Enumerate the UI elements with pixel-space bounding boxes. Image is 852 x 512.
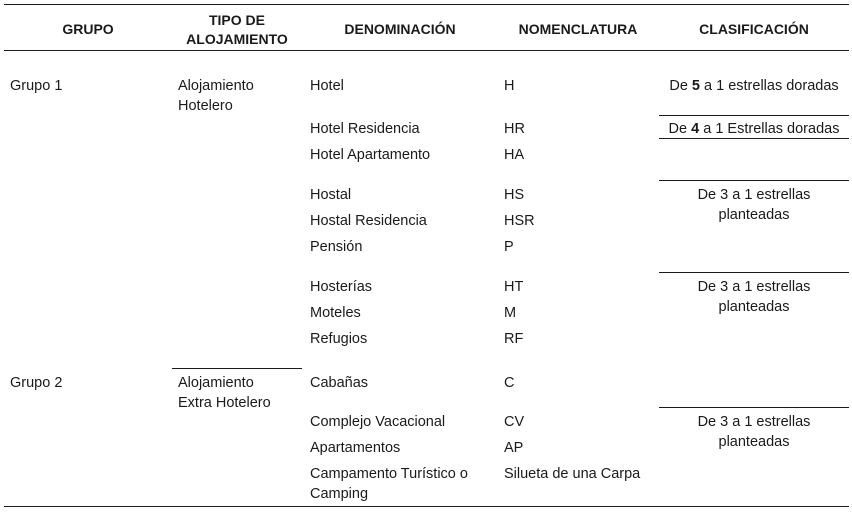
- clasificacion-4-line1: De 3 a 1 estrellas: [697, 279, 811, 295]
- row-nomenclatura: HSR: [504, 213, 535, 229]
- row-nomenclatura: HR: [504, 121, 525, 137]
- row-nomenclatura: HT: [504, 279, 524, 295]
- header-grupo: GRUPO: [62, 21, 114, 37]
- tipo-1-line1: Alojamiento: [178, 78, 254, 94]
- row-nomenclatura: AP: [504, 440, 524, 456]
- row-denominacion: Hosterías: [310, 279, 373, 295]
- row-denominacion-line2: Camping: [310, 486, 369, 502]
- group-1-label: Grupo 1: [10, 78, 63, 94]
- row-nomenclatura: H: [504, 78, 515, 94]
- row-denominacion: Moteles: [310, 305, 361, 321]
- header-nomenclatura: NOMENCLATURA: [518, 21, 638, 37]
- bottom-rule: [4, 506, 849, 507]
- clasificacion-rule: [659, 407, 849, 408]
- header-tipo-line2: ALOJAMIENTO: [186, 31, 288, 47]
- row-nomenclatura: C: [504, 375, 515, 391]
- header-tipo-line1: TIPO DE: [208, 12, 265, 28]
- row-denominacion: Pensión: [310, 239, 363, 255]
- row-denominacion: Hotel Apartamento: [310, 147, 431, 163]
- clasificacion-rule: [659, 180, 849, 181]
- row-nomenclatura: HS: [504, 187, 525, 203]
- tipo-2-line2: Extra Hotelero: [178, 395, 271, 411]
- top-rule: [4, 4, 849, 5]
- row-nomenclatura: Silueta de una Carpa: [504, 466, 641, 482]
- header-rule: [4, 50, 849, 51]
- row-nomenclatura: CV: [504, 414, 525, 430]
- row-denominacion: Hotel Residencia: [310, 121, 420, 137]
- row-denominacion: Complejo Vacacional: [310, 414, 446, 430]
- clasificacion-1: De 5 a 1 estrellas doradas: [669, 78, 839, 94]
- clasificacion-4-line2: planteadas: [718, 299, 790, 315]
- row-denominacion-line1: Campamento Turístico o: [310, 466, 468, 482]
- row-denominacion: Hotel: [310, 78, 344, 94]
- row-nomenclatura: M: [504, 305, 517, 321]
- clasificacion-5-line2: planteadas: [718, 434, 790, 450]
- tipo-1-line2: Hotelero: [178, 98, 233, 114]
- header-clasificacion: CLASIFICACIÓN: [699, 21, 809, 37]
- row-denominacion: Apartamentos: [310, 440, 401, 456]
- header-denominacion: DENOMINACIÓN: [344, 21, 456, 37]
- clasificacion-rule: [659, 138, 849, 139]
- tipo-2-line1: Alojamiento: [178, 375, 254, 391]
- clasificacion-5-line1: De 3 a 1 estrellas: [697, 414, 811, 430]
- row-denominacion: Cabañas: [310, 375, 369, 391]
- row-denominacion: Hostal: [310, 187, 352, 203]
- clasificacion-rule: [659, 115, 849, 116]
- row-nomenclatura: P: [504, 239, 514, 255]
- clasificacion-3-line2: planteadas: [718, 207, 790, 223]
- row-nomenclatura: HA: [504, 147, 525, 163]
- row-nomenclatura: RF: [504, 331, 524, 347]
- group-2-label: Grupo 2: [10, 375, 63, 391]
- row-denominacion: Refugios: [310, 331, 368, 347]
- tipo-separator: [172, 368, 302, 369]
- row-denominacion: Hostal Residencia: [310, 213, 427, 229]
- clasificacion-rule: [659, 272, 849, 273]
- clasificacion-3-line1: De 3 a 1 estrellas: [697, 187, 811, 203]
- clasificacion-2: De 4 a 1 Estrellas doradas: [668, 121, 840, 137]
